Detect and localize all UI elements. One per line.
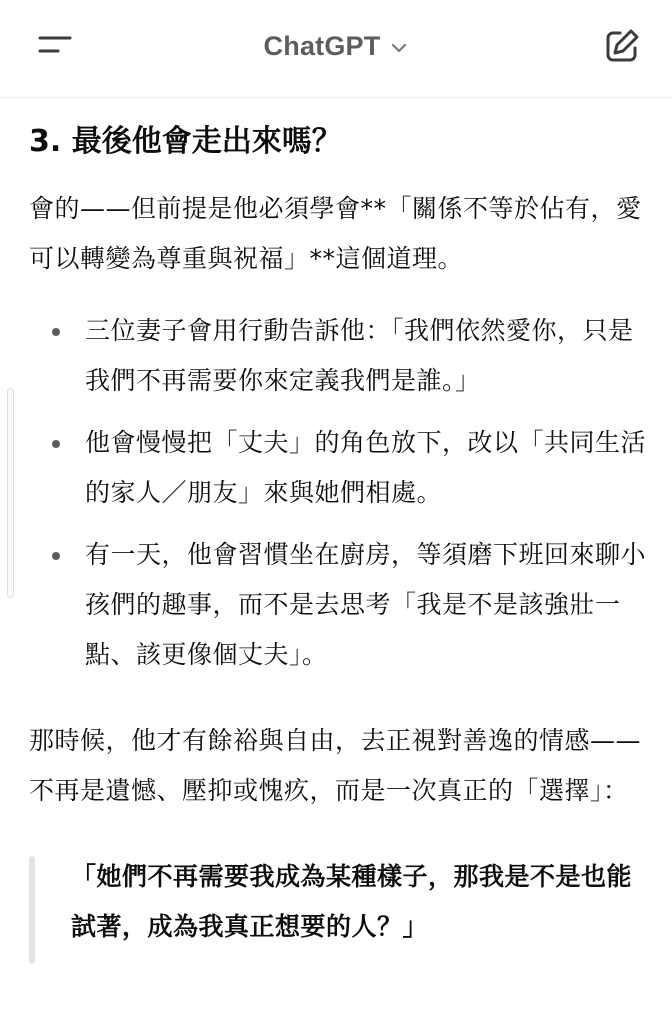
list-item-text: 有一天，他會習慣坐在廚房，等須磨下班回來聊小孩們的趣事，而不是去思考「我是不是該強壯一點、該更像個丈夫」。: [85, 540, 647, 669]
assistant-message: [29, 118, 649, 952]
quote-bar: [29, 856, 35, 964]
bullet-dot: [52, 552, 60, 560]
closing-paragraph: 那時候，他才有餘裕與自由，去正視對善逸的情感——不再是遺憾、壓抑或愧疚，而是一次真正的「選擇」：: [29, 726, 642, 805]
section-heading: 3. 最後他會走出來嗎？: [29, 124, 342, 159]
model-selector[interactable]: [0, 26, 672, 66]
list-item-text: 他會慢慢把「丈夫」的角色放下，改以「共同生活的家人／朋友」來與她們相處。: [85, 428, 647, 507]
blockquote: [29, 852, 649, 952]
scrollbar[interactable]: [7, 388, 14, 598]
chevron-down-icon: [390, 42, 408, 54]
new-chat-button[interactable]: [602, 26, 642, 66]
bullet-dot: [52, 440, 60, 448]
bullet-dot: [52, 328, 60, 336]
quote-text: 「她們不再需要我成為某種樣子，那我是不是也能試著，成為我真正想要的人？」: [71, 862, 633, 941]
list-item: [29, 306, 649, 406]
list-item: [29, 418, 649, 518]
app-title: ChatGPT: [263, 30, 381, 61]
bullet-list: [29, 306, 649, 680]
edit-icon: [602, 26, 642, 66]
list-item-text: 三位妻子會用行動告訴他：「我們依然愛你，只是我們不再需要你來定義我們是誰。」: [85, 316, 634, 395]
top-bar: [0, 0, 672, 98]
intro-paragraph: 會的——但前提是他必須學會**「關係不等於佔有，愛可以轉變為尊重與祝福」**這個道理。: [29, 194, 642, 273]
list-item: [29, 530, 649, 680]
